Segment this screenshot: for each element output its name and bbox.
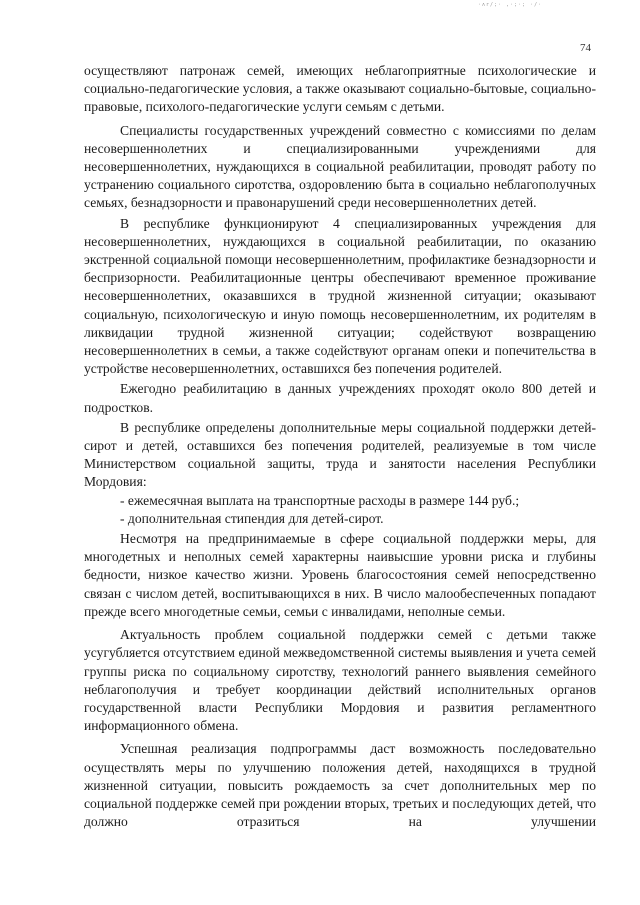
list-item: - дополнительная стипендия для детей-сирот. (120, 510, 384, 526)
paragraph-continuation: осуществляют патронаж семей, имеющих неблагоприятные психологические и социально-педагогические условия, а также оказывают социально-бытовые, социально-правовые, психолого-педагогические услуги семьям с детьми. (84, 63, 596, 115)
paragraph-relevance: Актуальность проблем социальной поддержки семей с детьми также усугубляется отсутствием единой межведомственной системы выявления и учета семей группы риска по социальному сиротству, технологий раннего выявления семейного неблагополучия и требует координации действий исполнительных органов государственной власти Республики Мордовия и развития регламентного информационного обмена. (84, 627, 596, 734)
scan-artifact: ·ʌr/;· ,·;·; ·/· (478, 2, 543, 8)
paragraph-specialists: Специалисты государственных учреждений совместно с комиссиями по делам несовершеннолетних и специализированными учреждениями для несовершеннолетних, нуждающихся в социальной реабилитации, проводят работу по устранению социального сиротства, оздоровлению быта в социально неблагополучных семьях, безнадзорности и правонарушений среди несовершеннолетних детей. (84, 122, 596, 211)
paragraph-annual-rehab: Ежегодно реабилитацию в данных учреждениях проходят около 800 детей и подростков. (84, 381, 596, 415)
paragraph-rehab-institutions: В республике функционируют 4 специализированных учреждения для несовершеннолетних, нуждающихся в социальной реабилитации, по оказанию экстренной социальной помощи несовершеннолетним, профилактике безнадзорности и беспризорности. Реабилитационные центры обеспечивают временное проживание несовершеннолетних, оказавшихся в трудной жизненной ситуации; оказывают социальную, психологическую и иную помощь несовершеннолетним, их родителям в ликвидации трудной жизненной ситуации; содействуют возвращению несовершеннолетних в семьи, а также содействуют органам опеки и попечительства в устройстве несовершеннолетних, оставшихся без попечения родителей. (84, 215, 596, 377)
paragraph-implementation: Успешная реализация подпрограммы даст возможность последовательно осуществлять меры по улучшению положения детей, находящихся в трудной жизненной ситуации, повысить рождаемость за счет дополнительных мер по социальной поддержке семей при рождении вторых, третьих и последующих детей, что должно отразиться на улучшении (84, 741, 596, 830)
paragraph-large-families: Несмотря на предпринимаемые в сфере социальной поддержки меры, для многодетных и неполных семей характерны наивысшие уровни риска и глубины бедности, низкое качество жизни. Уровень благосостояния семей непосредственно связан с числом детей, воспитывающихся в них. В число малообеспеченных попадают прежде всего многодетные семьи, семьи с инвалидами, неполные семьи. (84, 531, 596, 619)
document-body (84, 62, 596, 831)
page-number: 74 (580, 42, 591, 54)
list-item: - ежемесячная выплата на транспортные расходы в размере 144 руб.; (120, 492, 520, 508)
paragraph-support-measures: В республике определены дополнительные меры социальной поддержки детей-сирот и детей, оставшихся без попечения родителей, реализуемые в том числе Министерством социальной защиты, труда и занятости населения Республики Мордовия: (84, 419, 596, 490)
